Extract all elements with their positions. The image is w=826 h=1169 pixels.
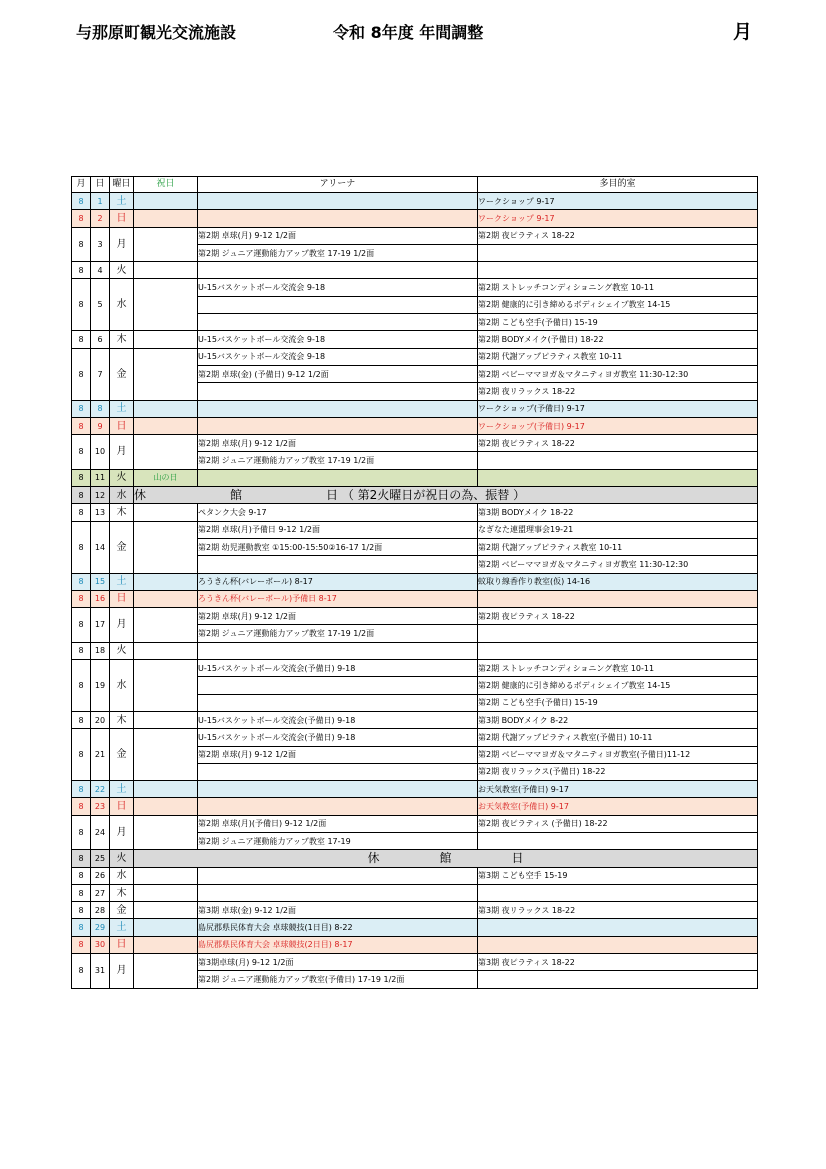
table-row: [72, 954, 758, 971]
cell-holiday: [134, 884, 198, 901]
cell-weekday: 木: [110, 711, 134, 728]
cell-day: 1: [91, 193, 110, 210]
cell-weekday: 日: [110, 590, 134, 607]
cell-multi-room-event: [478, 625, 758, 642]
cell-multi-room-event: [478, 642, 758, 659]
cell-weekday: 木: [110, 331, 134, 348]
cell-multi-room-event: ワークショップ 9-17: [478, 210, 758, 227]
cell-month: 8: [72, 815, 91, 850]
cell-arena-event: [198, 417, 478, 434]
cell-multi-room-event: 第2期 ベビーママヨガ＆マタニティヨガ教室(予備日)11-12: [478, 746, 758, 763]
cell-day: 11: [91, 469, 110, 486]
cell-day: 30: [91, 936, 110, 953]
cell-multi-room-event: 第2期 夜ピラティス (予備日) 18-22: [478, 815, 758, 832]
cell-holiday: [134, 608, 198, 643]
cell-multi-room-event: 第2期 健康的に引き締めるボディシェイプ教室 14-15: [478, 677, 758, 694]
cell-arena-event: 第2期 幼児運動教室 ①15:00-15:50②16-17 1/2面: [198, 538, 478, 555]
table-row-closed: [72, 487, 758, 504]
cell-weekday: 月: [110, 815, 134, 850]
table-row: [72, 331, 758, 348]
cell-day: 3: [91, 227, 110, 262]
cell-holiday: [134, 573, 198, 590]
cell-arena-event: U-15バスケットボール交流会(予備日) 9-18: [198, 660, 478, 677]
cell-day: 9: [91, 417, 110, 434]
cell-day: 16: [91, 590, 110, 607]
cell-holiday: [134, 331, 198, 348]
cell-weekday: 月: [110, 227, 134, 262]
cell-weekday: 月: [110, 435, 134, 470]
table-row: [72, 798, 758, 815]
table-row: [72, 660, 758, 677]
table-row: [72, 590, 758, 607]
cell-month: 8: [72, 279, 91, 331]
cell-holiday: [134, 400, 198, 417]
cell-day: 5: [91, 279, 110, 331]
schedule-body: [72, 193, 758, 989]
cell-arena-event: [198, 383, 478, 400]
cell-weekday: 水: [110, 660, 134, 712]
cell-multi-room-event: ワークショップ(予備日) 9-17: [478, 417, 758, 434]
cell-month: 8: [72, 711, 91, 728]
cell-month: 8: [72, 573, 91, 590]
table-row: [72, 193, 758, 210]
table-row: [72, 781, 758, 798]
cell-weekday: 金: [110, 521, 134, 573]
schedule-table: [71, 176, 758, 989]
cell-weekday: 土: [110, 919, 134, 936]
cell-multi-room-event: 第2期 夜ピラティス 18-22: [478, 227, 758, 244]
cell-multi-room-event: [478, 262, 758, 279]
col-month: 月: [72, 177, 91, 193]
cell-holiday: [134, 919, 198, 936]
cell-holiday: [134, 711, 198, 728]
cell-day: 17: [91, 608, 110, 643]
cell-weekday: 金: [110, 729, 134, 781]
cell-arena-event: [198, 193, 478, 210]
cell-arena-event: 第2期 ジュニア運動能力アップ教室 17-19 1/2面: [198, 625, 478, 642]
cell-multi-room-event: [478, 832, 758, 849]
cell-month: 8: [72, 400, 91, 417]
cell-arena-event: 第2期 ジュニア運動能力アップ教室 17-19: [198, 832, 478, 849]
cell-weekday: 木: [110, 504, 134, 521]
facility-title: 与那原町観光交流施設: [76, 23, 237, 42]
cell-month: 8: [72, 210, 91, 227]
cell-arena-event: U-15バスケットボール交流会 9-18: [198, 331, 478, 348]
table-row: [72, 521, 758, 538]
cell-arena-event: [198, 296, 478, 313]
cell-month: 8: [72, 331, 91, 348]
table-row: [72, 227, 758, 244]
cell-multi-room-event: お天気教室(予備日) 9-17: [478, 781, 758, 798]
cell-month: 8: [72, 902, 91, 919]
cell-weekday: 日: [110, 417, 134, 434]
table-header-row: [72, 177, 758, 193]
cell-month: 8: [72, 781, 91, 798]
cell-multi-room-event: 第2期 夜ピラティス 18-22: [478, 608, 758, 625]
cell-multi-room-event: 第2期 ストレッチコンディショニング教室 10-11: [478, 660, 758, 677]
table-row: [72, 608, 758, 625]
cell-month: 8: [72, 798, 91, 815]
cell-weekday: 火: [110, 850, 134, 867]
cell-arena-event: 第2期 ジュニア運動能力アップ教室 17-19 1/2面: [198, 244, 478, 261]
cell-arena-event: U-15バスケットボール交流会(予備日) 9-18: [198, 711, 478, 728]
cell-month: 8: [72, 590, 91, 607]
cell-weekday: 土: [110, 193, 134, 210]
cell-holiday: [134, 435, 198, 470]
cell-multi-room-event: [478, 244, 758, 261]
cell-day: 24: [91, 815, 110, 850]
cell-multi-room-event: 第2期 代謝アップピラティス教室 10-11: [478, 348, 758, 365]
table-row: [72, 815, 758, 832]
cell-day: 4: [91, 262, 110, 279]
cell-arena-event: [198, 469, 478, 486]
cell-month: 8: [72, 954, 91, 989]
table-row: [72, 469, 758, 486]
cell-arena-event: 第2期 卓球(月) 9-12 1/2面: [198, 746, 478, 763]
cell-weekday: 金: [110, 902, 134, 919]
cell-holiday: [134, 279, 198, 331]
cell-multi-room-event: 第2期 BODYメイク(予備日) 18-22: [478, 331, 758, 348]
cell-multi-room-event: 第2期 ベビーママヨガ＆マタニティヨガ教室 11:30-12:30: [478, 365, 758, 382]
cell-multi-room-event: 第2期 こども空手(予備日) 15-19: [478, 694, 758, 711]
cell-day: 13: [91, 504, 110, 521]
cell-day: 28: [91, 902, 110, 919]
cell-arena-event: 第2期 卓球(月)予備日 9-12 1/2面: [198, 521, 478, 538]
table-row: [72, 435, 758, 452]
table-row: [72, 919, 758, 936]
cell-multi-room-event: 第2期 代謝アップピラティス教室(予備日) 10-11: [478, 729, 758, 746]
cell-weekday: 日: [110, 798, 134, 815]
cell-holiday: [134, 954, 198, 989]
cell-day: 27: [91, 884, 110, 901]
table-row: [72, 279, 758, 296]
cell-arena-event: 第2期 ジュニア運動能力アップ教室(予備日) 17-19 1/2面: [198, 971, 478, 988]
cell-arena-event: 第3期卓球(月) 9-12 1/2面: [198, 954, 478, 971]
table-row: [72, 348, 758, 365]
cell-month: 8: [72, 435, 91, 470]
month-label: 月: [733, 21, 753, 43]
cell-arena-event: 第2期 卓球(月) 9-12 1/2面: [198, 608, 478, 625]
cell-multi-room-event: 第3期 BODYメイク 8-22: [478, 711, 758, 728]
cell-holiday: [134, 902, 198, 919]
cell-arena-event: 第2期 卓球(月)(予備日) 9-12 1/2面: [198, 815, 478, 832]
cell-arena-event: [198, 884, 478, 901]
cell-arena-event: [198, 210, 478, 227]
cell-multi-room-event: 第2期 代謝アップピラティス教室 10-11: [478, 538, 758, 555]
cell-weekday: 土: [110, 781, 134, 798]
cell-day: 20: [91, 711, 110, 728]
cell-day: 25: [91, 850, 110, 867]
cell-month: 8: [72, 487, 91, 504]
cell-arena-event: ろうきん杯(バレーボール) 8-17: [198, 573, 478, 590]
cell-holiday: [134, 781, 198, 798]
cell-arena-event: [198, 798, 478, 815]
cell-arena-event: [198, 781, 478, 798]
col-weekday: 曜日: [110, 177, 134, 193]
cell-holiday: [134, 660, 198, 712]
cell-arena-event: 第3期 卓球(金) 9-12 1/2面: [198, 902, 478, 919]
cell-holiday: [134, 936, 198, 953]
cell-holiday: [134, 348, 198, 400]
cell-day: 23: [91, 798, 110, 815]
cell-multi-room-event: 蚊取り線香作り教室(仮) 14-16: [478, 573, 758, 590]
cell-multi-room-event: 第2期 夜リラックス(予備日) 18-22: [478, 763, 758, 780]
cell-arena-event: [198, 262, 478, 279]
cell-holiday: [134, 815, 198, 850]
cell-day: 7: [91, 348, 110, 400]
cell-month: 8: [72, 884, 91, 901]
table-row: [72, 867, 758, 884]
cell-day: 31: [91, 954, 110, 989]
cell-day: 21: [91, 729, 110, 781]
cell-multi-room-event: [478, 469, 758, 486]
cell-weekday: 日: [110, 210, 134, 227]
cell-day: 12: [91, 487, 110, 504]
cell-holiday: [134, 227, 198, 262]
cell-arena-event: ペタンク大会 9-17: [198, 504, 478, 521]
cell-multi-room-event: ワークショップ(予備日) 9-17: [478, 400, 758, 417]
cell-arena-event: ろうきん杯(バレーボール)予備日 8-17: [198, 590, 478, 607]
cell-arena-event: 第2期 卓球(月) 9-12 1/2面: [198, 435, 478, 452]
cell-multi-room-event: 第2期 こども空手(予備日) 15-19: [478, 314, 758, 331]
cell-month: 8: [72, 504, 91, 521]
cell-day: 2: [91, 210, 110, 227]
closed-day-text: 休 館 日 （ 第2火曜日が祝日の為、振替 ）: [134, 487, 758, 504]
cell-day: 26: [91, 867, 110, 884]
cell-arena-event: [198, 694, 478, 711]
cell-multi-room-event: なぎなた連盟理事会19-21: [478, 521, 758, 538]
cell-arena-event: 第2期 ジュニア運動能力アップ教室 17-19 1/2面: [198, 452, 478, 469]
cell-holiday: 山の日: [134, 469, 198, 486]
cell-month: 8: [72, 417, 91, 434]
table-row: [72, 504, 758, 521]
table-row: [72, 936, 758, 953]
cell-holiday: [134, 521, 198, 573]
cell-weekday: 金: [110, 348, 134, 400]
cell-day: 10: [91, 435, 110, 470]
cell-multi-room-event: [478, 590, 758, 607]
cell-multi-room-event: [478, 452, 758, 469]
cell-multi-room-event: [478, 919, 758, 936]
cell-weekday: 月: [110, 954, 134, 989]
cell-month: 8: [72, 867, 91, 884]
cell-holiday: [134, 729, 198, 781]
cell-multi-room-event: 第3期 夜リラックス 18-22: [478, 902, 758, 919]
cell-arena-event: [198, 763, 478, 780]
cell-day: 8: [91, 400, 110, 417]
col-holiday: 祝日: [134, 177, 198, 193]
table-row: [72, 400, 758, 417]
cell-holiday: [134, 642, 198, 659]
cell-holiday: [134, 798, 198, 815]
cell-holiday: [134, 210, 198, 227]
cell-arena-event: 島尻郡県民体育大会 卓球競技(1日目) 8-22: [198, 919, 478, 936]
cell-weekday: 水: [110, 279, 134, 331]
cell-month: 8: [72, 660, 91, 712]
cell-holiday: [134, 504, 198, 521]
cell-month: 8: [72, 348, 91, 400]
col-arena: アリーナ: [198, 177, 478, 193]
cell-multi-room-event: お天気教室(予備日) 9-17: [478, 798, 758, 815]
cell-month: 8: [72, 729, 91, 781]
cell-arena-event: 第2期 卓球(月) 9-12 1/2面: [198, 227, 478, 244]
cell-weekday: 水: [110, 867, 134, 884]
cell-arena-event: U-15バスケットボール交流会 9-18: [198, 348, 478, 365]
cell-weekday: 土: [110, 400, 134, 417]
cell-multi-room-event: [478, 884, 758, 901]
cell-month: 8: [72, 850, 91, 867]
cell-weekday: 日: [110, 936, 134, 953]
cell-day: 15: [91, 573, 110, 590]
cell-weekday: 火: [110, 642, 134, 659]
cell-arena-event: U-15バスケットボール交流会 9-18: [198, 279, 478, 296]
cell-month: 8: [72, 642, 91, 659]
cell-arena-event: 第2期 卓球(金) (予備日) 9-12 1/2面: [198, 365, 478, 382]
cell-weekday: 木: [110, 884, 134, 901]
cell-day: 22: [91, 781, 110, 798]
cell-multi-room-event: [478, 936, 758, 953]
cell-arena-event: [198, 314, 478, 331]
cell-month: 8: [72, 469, 91, 486]
cell-month: 8: [72, 936, 91, 953]
cell-weekday: 火: [110, 469, 134, 486]
cell-arena-event: [198, 867, 478, 884]
cell-arena-event: 島尻郡県民体育大会 卓球競技(2日目) 8-17: [198, 936, 478, 953]
table-row: [72, 642, 758, 659]
col-day: 日: [91, 177, 110, 193]
cell-multi-room-event: [478, 971, 758, 988]
cell-arena-event: [198, 642, 478, 659]
cell-day: 18: [91, 642, 110, 659]
cell-multi-room-event: 第3期 こども空手 15-19: [478, 867, 758, 884]
cell-multi-room-event: 第2期 夜リラックス 18-22: [478, 383, 758, 400]
table-row: [72, 884, 758, 901]
table-row-closed: [72, 850, 758, 867]
cell-weekday: 土: [110, 573, 134, 590]
closed-day-text: 休 館 日: [134, 850, 758, 867]
cell-month: 8: [72, 262, 91, 279]
col-multi-room: 多目的室: [478, 177, 758, 193]
table-row: [72, 729, 758, 746]
cell-multi-room-event: ワークショップ 9-17: [478, 193, 758, 210]
cell-holiday: [134, 262, 198, 279]
cell-holiday: [134, 417, 198, 434]
cell-month: 8: [72, 227, 91, 262]
cell-multi-room-event: 第2期 ストレッチコンディショニング教室 10-11: [478, 279, 758, 296]
table-row: [72, 711, 758, 728]
cell-month: 8: [72, 919, 91, 936]
cell-weekday: 火: [110, 262, 134, 279]
cell-month: 8: [72, 521, 91, 573]
cell-holiday: [134, 193, 198, 210]
cell-weekday: 月: [110, 608, 134, 643]
table-row: [72, 262, 758, 279]
cell-day: 29: [91, 919, 110, 936]
cell-holiday: [134, 590, 198, 607]
cell-multi-room-event: 第3期 夜ピラティス 18-22: [478, 954, 758, 971]
cell-multi-room-event: 第2期 夜ピラティス 18-22: [478, 435, 758, 452]
cell-month: 8: [72, 608, 91, 643]
cell-arena-event: [198, 556, 478, 573]
cell-weekday: 水: [110, 487, 134, 504]
cell-multi-room-event: 第2期 健康的に引き締めるボディシェイプ教室 14-15: [478, 296, 758, 313]
table-row: [72, 210, 758, 227]
fiscal-year-title: 令和 8年度 年間調整: [333, 23, 484, 42]
cell-month: 8: [72, 193, 91, 210]
table-row: [72, 417, 758, 434]
cell-arena-event: [198, 677, 478, 694]
cell-holiday: [134, 867, 198, 884]
table-row: [72, 902, 758, 919]
cell-arena-event: [198, 400, 478, 417]
cell-day: 6: [91, 331, 110, 348]
cell-multi-room-event: 第3期 BODYメイク 18-22: [478, 504, 758, 521]
cell-day: 19: [91, 660, 110, 712]
cell-day: 14: [91, 521, 110, 573]
cell-arena-event: U-15バスケットボール交流会(予備日) 9-18: [198, 729, 478, 746]
cell-multi-room-event: 第2期 ベビーママヨガ＆マタニティヨガ教室 11:30-12:30: [478, 556, 758, 573]
table-row: [72, 573, 758, 590]
